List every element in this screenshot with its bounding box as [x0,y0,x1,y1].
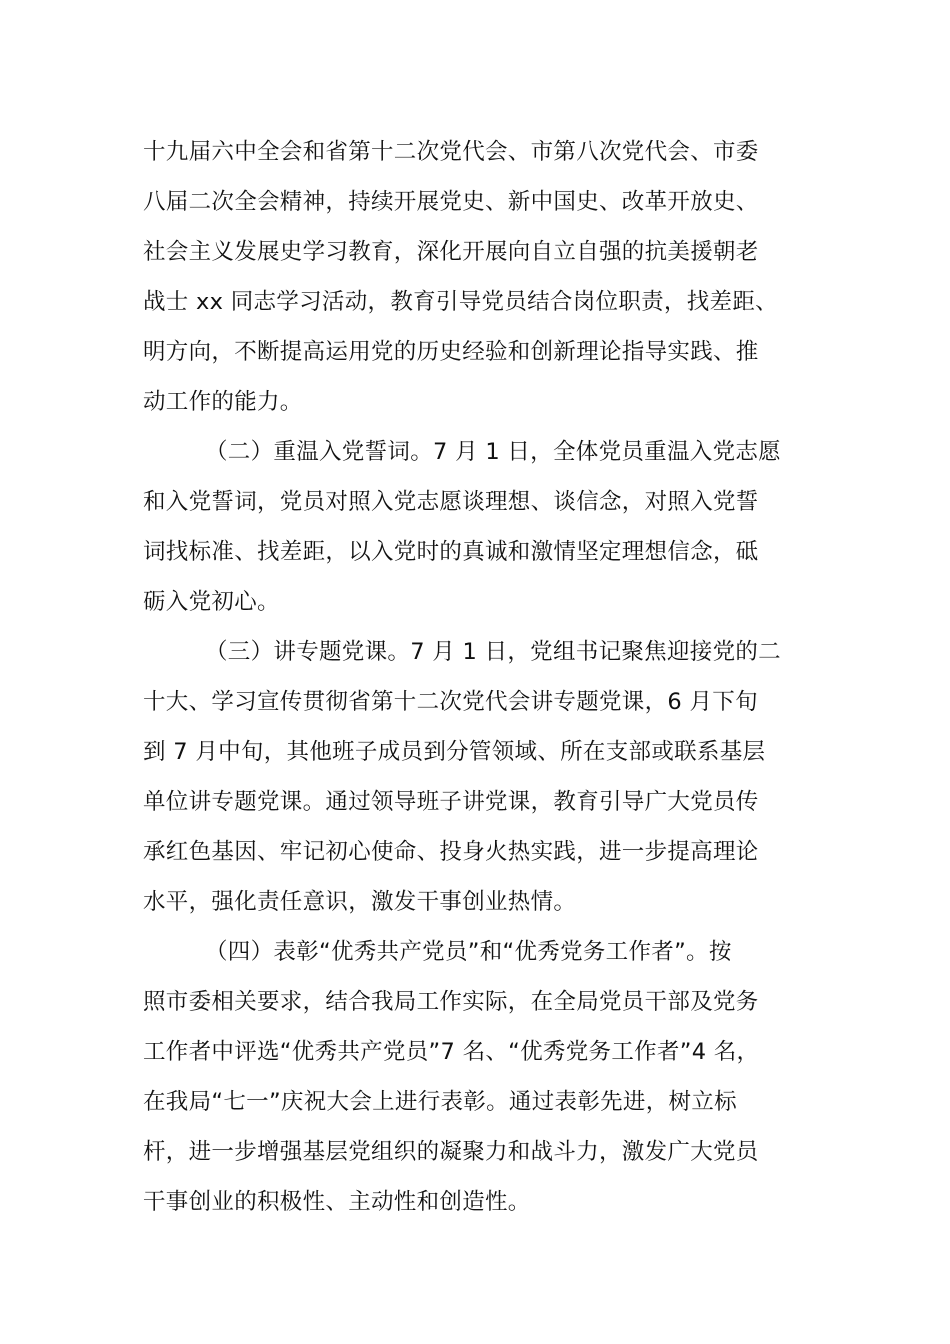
text-line: 明方向，不断提高运用党的历史经验和创新理论指导实践、推 [143,339,759,365]
text-line: 动工作的能力。 [143,389,303,415]
text-line: 战士 xx 同志学习活动，教育引导党员结合岗位职责，找差距、 [143,289,778,315]
text-line: 干事创业的积极性、主动性和创造性。 [143,1189,531,1215]
paragraph-heading-line: （四）表彰“优秀共产党员”和“优秀党务工作者”。按 [205,939,732,965]
paragraph-heading-line: （二）重温入党誓词。7 月 1 日，全体党员重温入党志愿 [205,439,781,465]
text-line: 社会主义发展史学习教育，深化开展向自立自强的抗美援朝老 [143,239,759,265]
paragraph-heading-line: （三）讲专题党课。7 月 1 日，党组书记聚焦迎接党的二 [205,639,781,665]
text-line: 砺入党初心。 [143,589,280,615]
text-line: 杆，进一步增强基层党组织的凝聚力和战斗力，激发广大党员 [143,1139,759,1165]
text-line: 水平，强化责任意识，激发干事创业热情。 [143,889,577,915]
text-line: 十大、学习宣传贯彻省第十二次党代会讲专题党课，6 月下旬 [143,689,758,715]
text-line: 承红色基因、牢记初心使命、投身火热实践，进一步提高理论 [143,839,759,865]
text-line: 八届二次全会精神，持续开展党史、新中国史、改革开放史、 [143,189,759,215]
text-line: 和入党誓词，党员对照入党志愿谈理想、谈信念，对照入党誓 [143,489,759,515]
text-line: 工作者中评选“优秀共产党员”7 名、“优秀党务工作者”4 名， [143,1039,760,1065]
text-line: 词找标准、找差距，以入党时的真诚和激情坚定理想信念，砥 [143,539,759,565]
text-line: 照市委相关要求，结合我局工作实际，在全局党员干部及党务 [143,989,759,1015]
text-line: 到 7 月中旬，其他班子成员到分管领域、所在支部或联系基层 [143,739,766,765]
text-line: 十九届六中全会和省第十二次党代会、市第八次党代会、市委 [143,139,759,165]
text-line: 单位讲专题党课。通过领导班子讲党课，教育引导广大党员传 [143,789,759,815]
text-line: 在我局“七一”庆祝大会上进行表彰。通过表彰先进，树立标 [143,1089,737,1115]
